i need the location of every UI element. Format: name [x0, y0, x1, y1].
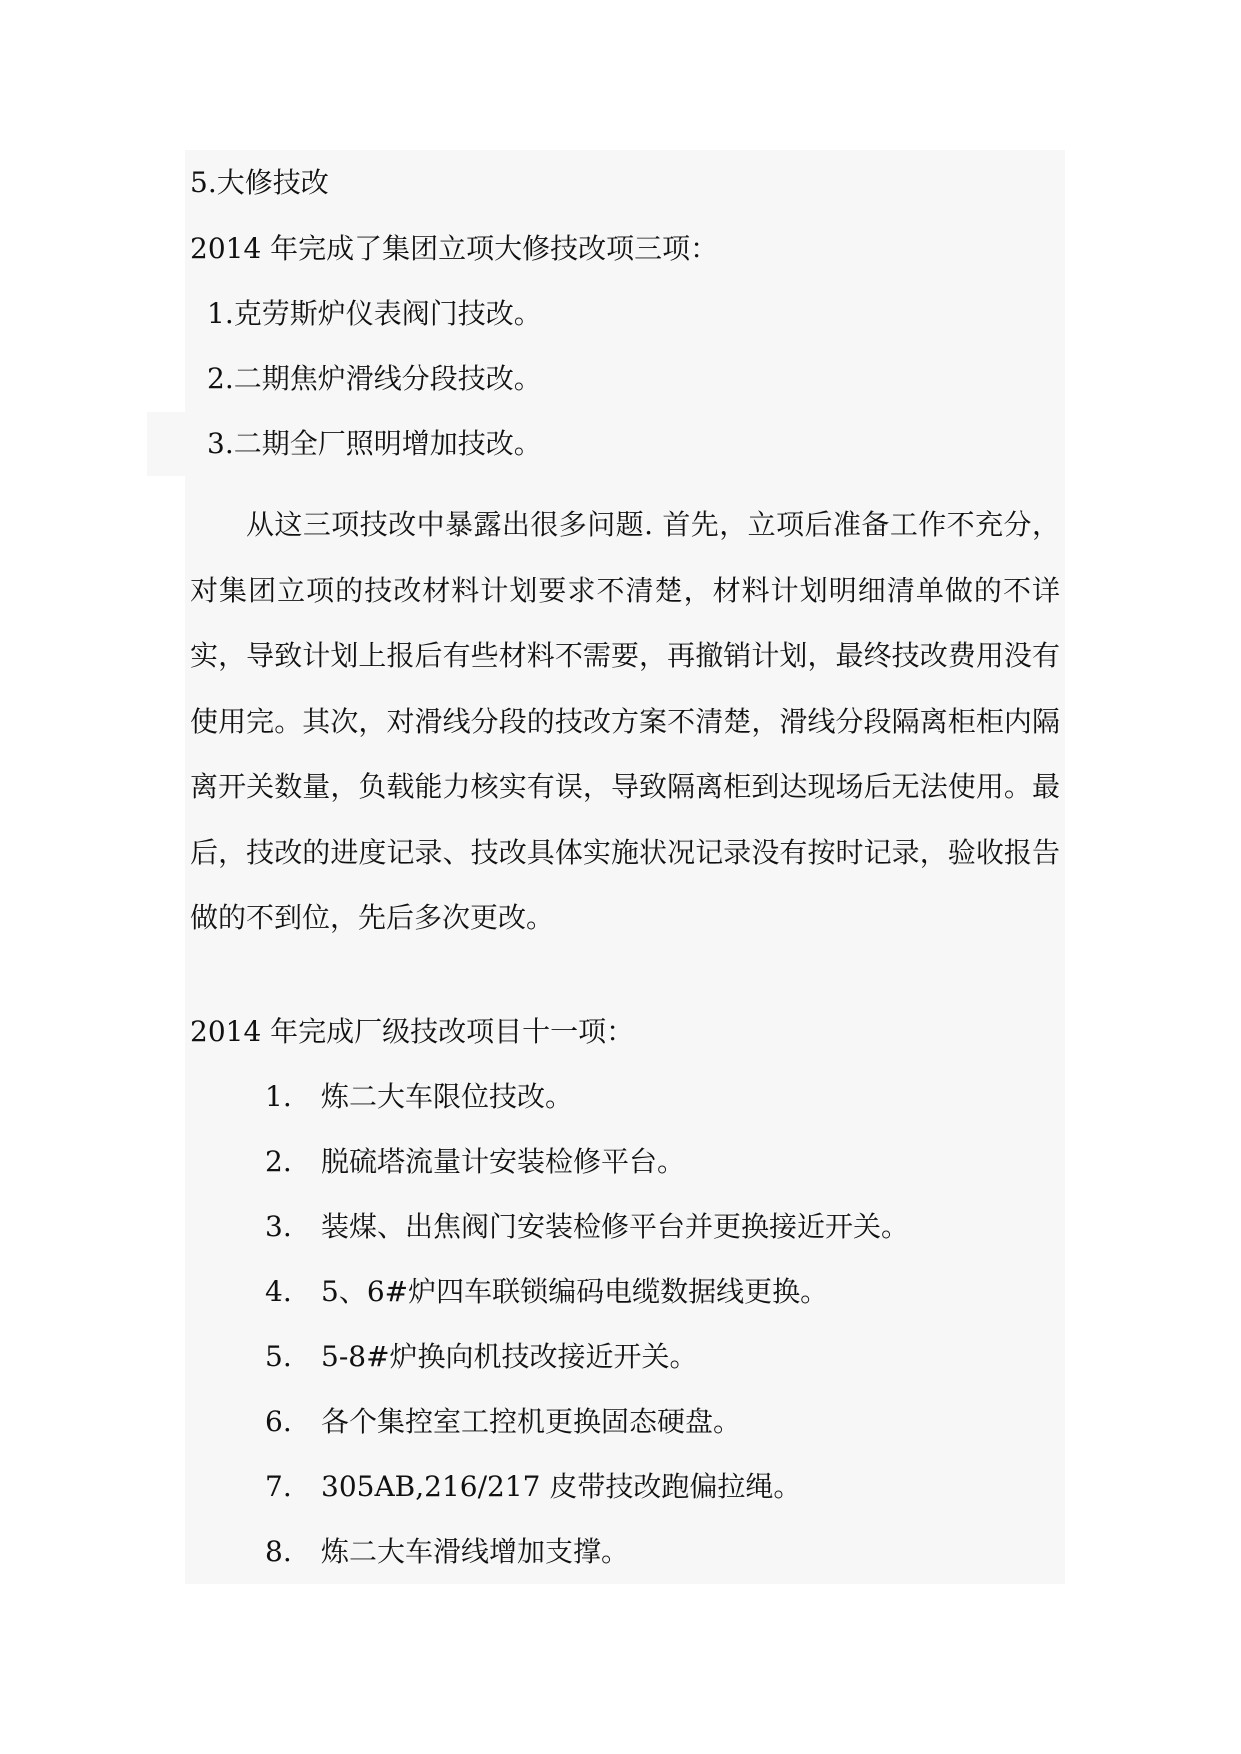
list-number: 2.	[265, 1145, 292, 1178]
plant-item-8	[265, 1535, 629, 1569]
plant-projects-intro: 2014 年完成厂级技改项目十一项：	[190, 1015, 635, 1048]
list-text: 5、6#炉四车联锁编码电缆数据线更换。	[321, 1275, 829, 1308]
group-projects-intro: 2014 年完成了集团立项大修技改项三项：	[190, 232, 719, 265]
list-text: 炼二大车限位技改。	[321, 1080, 574, 1113]
plant-item-5	[265, 1340, 698, 1374]
analysis-paragraph: 从这三项技改中暴露出很多问题. 首先，立项后准备工作不充分，对集团立项的技改材料计划要求不清楚，材料计划明细清单做的不详实，导致计划上报后有些材料不需要，再撤销计划，最终技改费用没有使用完。其次，对滑线分段的技改方案不清楚，滑线分段隔离柜柜内隔离开关数量，负载能力核实有误，导致隔离柜到达现场后无法使用。最后，技改的进度记录、技改具体实施状况记录没有按时记录，验收报告做的不到位，先后多次更改。	[190, 508, 1060, 934]
list-text: 305AB,216/217 皮带技改跑偏拉绳。	[321, 1470, 802, 1503]
plant-item-3	[265, 1210, 909, 1244]
list-number: 8.	[265, 1535, 292, 1568]
list-number: 7.	[265, 1470, 292, 1503]
list-text: 5-8#炉换向机技改接近开关。	[321, 1340, 698, 1373]
list-number: 5.	[265, 1340, 292, 1373]
plant-item-6	[265, 1405, 741, 1439]
list-number: 3.	[265, 1210, 292, 1243]
list-number: 4.	[265, 1275, 292, 1308]
list-text: 脱硫塔流量计安装检修平台。	[321, 1145, 686, 1178]
list-text: 炼二大车滑线增加支撑。	[321, 1535, 630, 1568]
group-item-1: 1.克劳斯炉仪表阀门技改。	[207, 297, 542, 330]
list-number: 1.	[265, 1080, 292, 1113]
list-text: 装煤、出焦阀门安装检修平台并更换接近开关。	[321, 1210, 910, 1243]
plant-item-2	[265, 1145, 685, 1179]
group-item-2: 2.二期焦炉滑线分段技改。	[207, 362, 542, 395]
plant-item-4	[265, 1275, 828, 1309]
list-number: 6.	[265, 1405, 292, 1438]
section-heading: 5.大修技改	[190, 166, 329, 199]
group-item-3: 3.二期全厂照明增加技改。	[207, 427, 542, 460]
list-text: 各个集控室工控机更换固态硬盘。	[321, 1405, 742, 1438]
plant-item-1	[265, 1080, 573, 1114]
content-panel-notch	[147, 412, 187, 476]
plant-item-7	[265, 1470, 801, 1504]
